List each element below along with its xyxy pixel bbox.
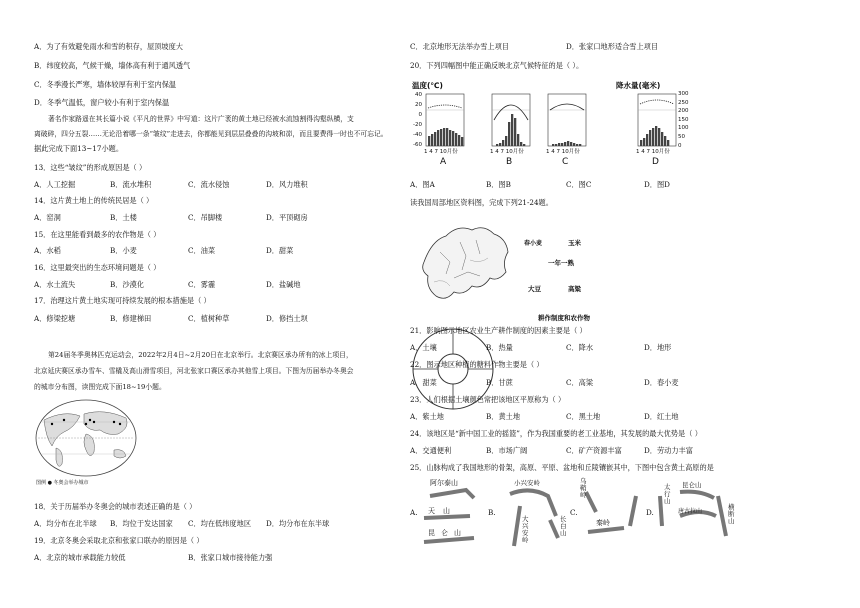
precip-tick: 300 — [678, 91, 689, 97]
farm-crop-sorghum: 高粱 — [568, 285, 581, 293]
month-axis-d: 1 4 7 10月份 — [636, 149, 670, 155]
passage1-line1: 著名作家路遥在其长篇小说《平凡的世界》中写道：这片广袤的黄土地已经被水流蚀割得沟壑纵横，支 — [48, 115, 354, 123]
q19-option-b[interactable]: B．张家口城市接待能力强 — [188, 553, 273, 562]
temp-axis-title: 温度(℃) — [412, 81, 443, 90]
q17-option-b[interactable]: B．修建梯田 — [110, 314, 152, 323]
climate-chart-b — [492, 94, 530, 146]
chart-letter-d: D — [652, 157, 659, 167]
q15-option-b[interactable]: B．小麦 — [110, 246, 137, 255]
q13-option-c[interactable]: C．流水侵蚀 — [188, 180, 230, 189]
world-map-figure — [34, 398, 138, 490]
q22-option-a[interactable]: A．甜菜 — [410, 378, 437, 387]
q13-option-d[interactable]: D．风力堆积 — [266, 180, 308, 189]
passage1-line3: 据此完成下面13~17小题。 — [34, 144, 124, 153]
chart-letter-b: B — [506, 157, 513, 167]
q13-option-a[interactable]: A．人工挖掘 — [34, 180, 76, 189]
q15-option-c[interactable]: C．油菜 — [188, 246, 216, 255]
mountain-options-figure — [410, 476, 830, 552]
q16-option-c[interactable]: C．雾霾 — [188, 280, 216, 289]
q23-option-c[interactable]: C．黑土地 — [566, 412, 601, 421]
option-prev-d: D．冬季气温低，窗户较小有利于室内保温 — [34, 98, 170, 107]
question-25: 25．山脉构成了我国地形的骨架，高原、平原、盆地和丘陵镶嵌其中，下图中包含黄土高原的是 — [410, 463, 714, 472]
temp-tick: -60 — [413, 142, 422, 148]
q21-option-d[interactable]: D．地形 — [644, 343, 672, 352]
mtn-a-kunlun: 昆仑山 — [428, 529, 467, 537]
q18-option-b[interactable]: B．均位于发达国家 — [110, 519, 173, 528]
map-legend: 图例 ● 冬奥会举办城市 — [36, 480, 89, 486]
q21-option-a[interactable]: A．土壤 — [410, 343, 437, 352]
precip-ticks — [678, 90, 696, 150]
mtn-d-hengduan: 横断山 — [728, 503, 735, 525]
q17-option-d[interactable]: D．修挡土坝 — [266, 314, 308, 323]
question-18: 18．关于历届举办冬奥会的城市表述正确的是（ ） — [34, 502, 197, 511]
q18-option-d[interactable]: D．均分布在东半球 — [266, 519, 330, 528]
mtn-d-kunlun: 昆仑山 — [682, 481, 702, 489]
temp-tick: -20 — [413, 122, 422, 128]
mtn-b-changbai: 长白山 — [560, 515, 567, 537]
month-axis-c: 1 4 7 10月份 — [546, 149, 580, 155]
climate-chart-d — [638, 94, 676, 146]
chart-letter-a: A — [440, 157, 447, 167]
q16-option-a[interactable]: A．水土流失 — [34, 280, 76, 289]
precip-tick: 100 — [678, 125, 689, 132]
q25-option-b[interactable]: B. — [488, 508, 496, 517]
northeast-figure — [410, 212, 660, 324]
temp-tick: 0 — [418, 112, 422, 118]
farm-crop-corn: 玉米 — [568, 239, 581, 247]
q14-option-a[interactable]: A．窑洞 — [34, 213, 61, 222]
q20-option-d[interactable]: D．图D — [644, 180, 670, 189]
q23-option-b[interactable]: B．黄土地 — [486, 412, 521, 421]
q25-option-c[interactable]: C. — [570, 508, 578, 517]
mtn-a-tianshan: 天山 — [428, 507, 458, 515]
q24-option-c[interactable]: C．矿产资源丰富 — [566, 446, 622, 455]
precip-tick: 200 — [678, 108, 689, 115]
q20-option-a[interactable]: A．图A — [410, 180, 435, 189]
chart-letter-c: C — [562, 157, 569, 167]
question-24: 24．该地区是“新中国工业的摇篮”，作为我国重要的老工业基地，其发展的最大优势是（ ） — [410, 429, 702, 438]
q13-option-b[interactable]: B．流水堆积 — [110, 180, 152, 189]
farm-wheel-center: 一年一熟 — [548, 259, 574, 267]
q24-option-d[interactable]: D．劳动力丰富 — [644, 446, 693, 455]
q15-option-d[interactable]: D．甜菜 — [266, 246, 294, 255]
q22-option-d[interactable]: D．春小麦 — [644, 378, 679, 387]
q16-option-d[interactable]: D．盐碱地 — [266, 280, 301, 289]
q25-option-a[interactable]: A. — [410, 508, 418, 517]
precip-tick: 50 — [678, 133, 685, 140]
question-13: 13．这些“皱纹”的形成原因是（ ） — [34, 163, 147, 172]
temp-tick: 20 — [415, 102, 422, 108]
q24-option-a[interactable]: A．交通便利 — [410, 446, 452, 455]
question-15: 15．在这里能看到最多的农作物是（ ） — [34, 230, 161, 239]
farm-crop-spring-wheat: 春小麦 — [524, 240, 543, 247]
precip-tick: 250 — [678, 99, 689, 106]
q21-option-b[interactable]: B．热量 — [486, 343, 513, 352]
climate-charts — [410, 74, 700, 174]
climate-chart-c — [548, 94, 586, 146]
q20-option-b[interactable]: B．图B — [486, 180, 511, 189]
mtn-c-qinling: 秦岭 — [596, 519, 610, 527]
mountain-sketch-svg — [410, 476, 830, 552]
q21-option-c[interactable]: C．降水 — [566, 343, 594, 352]
option-prev-b: B．纬度较高，气候干燥，墙体高有利于通风透气 — [34, 61, 191, 70]
q22-option-c[interactable]: C．高粱 — [566, 378, 594, 387]
q16-option-b[interactable]: B．沙漠化 — [110, 280, 145, 289]
q25-option-d[interactable]: D. — [646, 508, 654, 517]
month-axis-a: 1 4 7 10月份 — [424, 149, 458, 155]
q15-option-a[interactable]: A．水稻 — [34, 246, 61, 255]
question-19: 19．北京冬奥会采取北京和张家口联办的原因是（ ） — [34, 536, 204, 545]
farm-caption: 耕作制度和农作物 — [538, 314, 590, 322]
precip-axis-title: 降水量(毫米) — [616, 81, 661, 90]
precip-tick: 0 — [678, 142, 682, 149]
q17-option-a[interactable]: A．修梁挖塘 — [34, 314, 76, 323]
mtn-a-altai: 阿尔泰山 — [430, 479, 458, 487]
question-20: 20．下列四幅图中能正确反映北京气候特征的是（ ）。 — [410, 61, 584, 70]
q19-option-c[interactable]: C．北京地形无法举办雪上项目 — [410, 42, 509, 51]
question-22: 22．图示地区种植的糖料作物主要是（ ） — [410, 360, 544, 369]
q14-option-d[interactable]: D．平顶砌房 — [266, 213, 308, 222]
option-prev-a: A．为了有效避免雨水和雪的积存，屋顶坡度大 — [34, 42, 183, 51]
mtn-b-xiaoxinganling: 小兴安岭 — [514, 479, 540, 487]
mtn-d-taihang: 太行山 — [664, 483, 671, 505]
question-14: 14．这片黄土地上的传统民居是（ ） — [34, 196, 154, 205]
q18-option-c[interactable]: C．均在低纬度地区 — [188, 519, 252, 528]
northeast-map-icon — [410, 212, 660, 324]
question-23: 23．人们根据土壤颜色常把该地区平原称为（ ） — [410, 395, 566, 404]
temp-tick: 40 — [415, 92, 422, 98]
precip-tick: 150 — [678, 116, 689, 123]
question-16: 16．这里最突出的生态环境问题是（ ） — [34, 263, 161, 272]
passage2-line1: 第24届冬季奥林匹克运动会，2022年2月4日~2月20日在北京举行。北京赛区承办所有的冰上项目， — [48, 351, 353, 359]
climate-chart-a — [426, 94, 464, 146]
q23-option-d[interactable]: D．红土地 — [644, 412, 679, 421]
farm-crop-soybean: 大豆 — [528, 285, 541, 293]
mtn-b-daxinganling: 大兴安岭 — [522, 515, 529, 544]
q24-option-b[interactable]: B．市场广阔 — [486, 446, 528, 455]
temp-tick: -40 — [413, 132, 422, 138]
world-map-icon — [34, 398, 138, 490]
q23-option-a[interactable]: A．紫土地 — [410, 412, 444, 421]
temp-ticks — [410, 90, 422, 150]
q17-option-c[interactable]: C．植树种草 — [188, 314, 230, 323]
q18-option-a[interactable]: A．均分布在北半球 — [34, 519, 97, 528]
q14-option-c[interactable]: C．吊脚楼 — [188, 213, 223, 222]
q14-option-b[interactable]: B．土楼 — [110, 213, 137, 222]
q21-intro: 读我国局部地区资料图，完成下列21-24题。 — [410, 198, 553, 207]
passage1-line2: 离破碎，四分五裂……无论沿着哪一条“皱纹”走进去，你都能见到层层叠叠的沟坡和峁，而且要费得一时也不可忘记。 — [34, 130, 388, 138]
mtn-c-wuqiaoling: 乌鞘岭 — [580, 477, 587, 499]
q20-option-c[interactable]: C．图C — [566, 180, 592, 189]
passage2-line2: 北京延庆赛区承办雪车、雪橇及高山滑雪项目，河北张家口赛区承办其他雪上项目。下图为历届举办冬奥会 — [34, 367, 354, 375]
q19-option-d[interactable]: D．张家口地形适合雪上项目 — [566, 42, 659, 51]
month-axis-b: 1 4 7 10月份 — [490, 149, 524, 155]
q22-option-b[interactable]: B．甘蔗 — [486, 378, 513, 387]
option-prev-c: C．冬季漫长严寒，墙体较厚有利于室内保温 — [34, 80, 177, 89]
mtn-d-tanggula: 唐古拉山 — [678, 508, 703, 515]
question-21: 21．影响图示地区农业生产耕作制度的因素主要是（ ） — [410, 326, 587, 335]
passage2-line3: 的城市分布图，读图完成下面18~19小题。 — [34, 383, 166, 391]
question-17: 17．治理这片黄土地实现可持续发展的根本措施是（ ） — [34, 296, 211, 305]
q19-option-a[interactable]: A．北京的城市承载能力较低 — [34, 553, 126, 562]
